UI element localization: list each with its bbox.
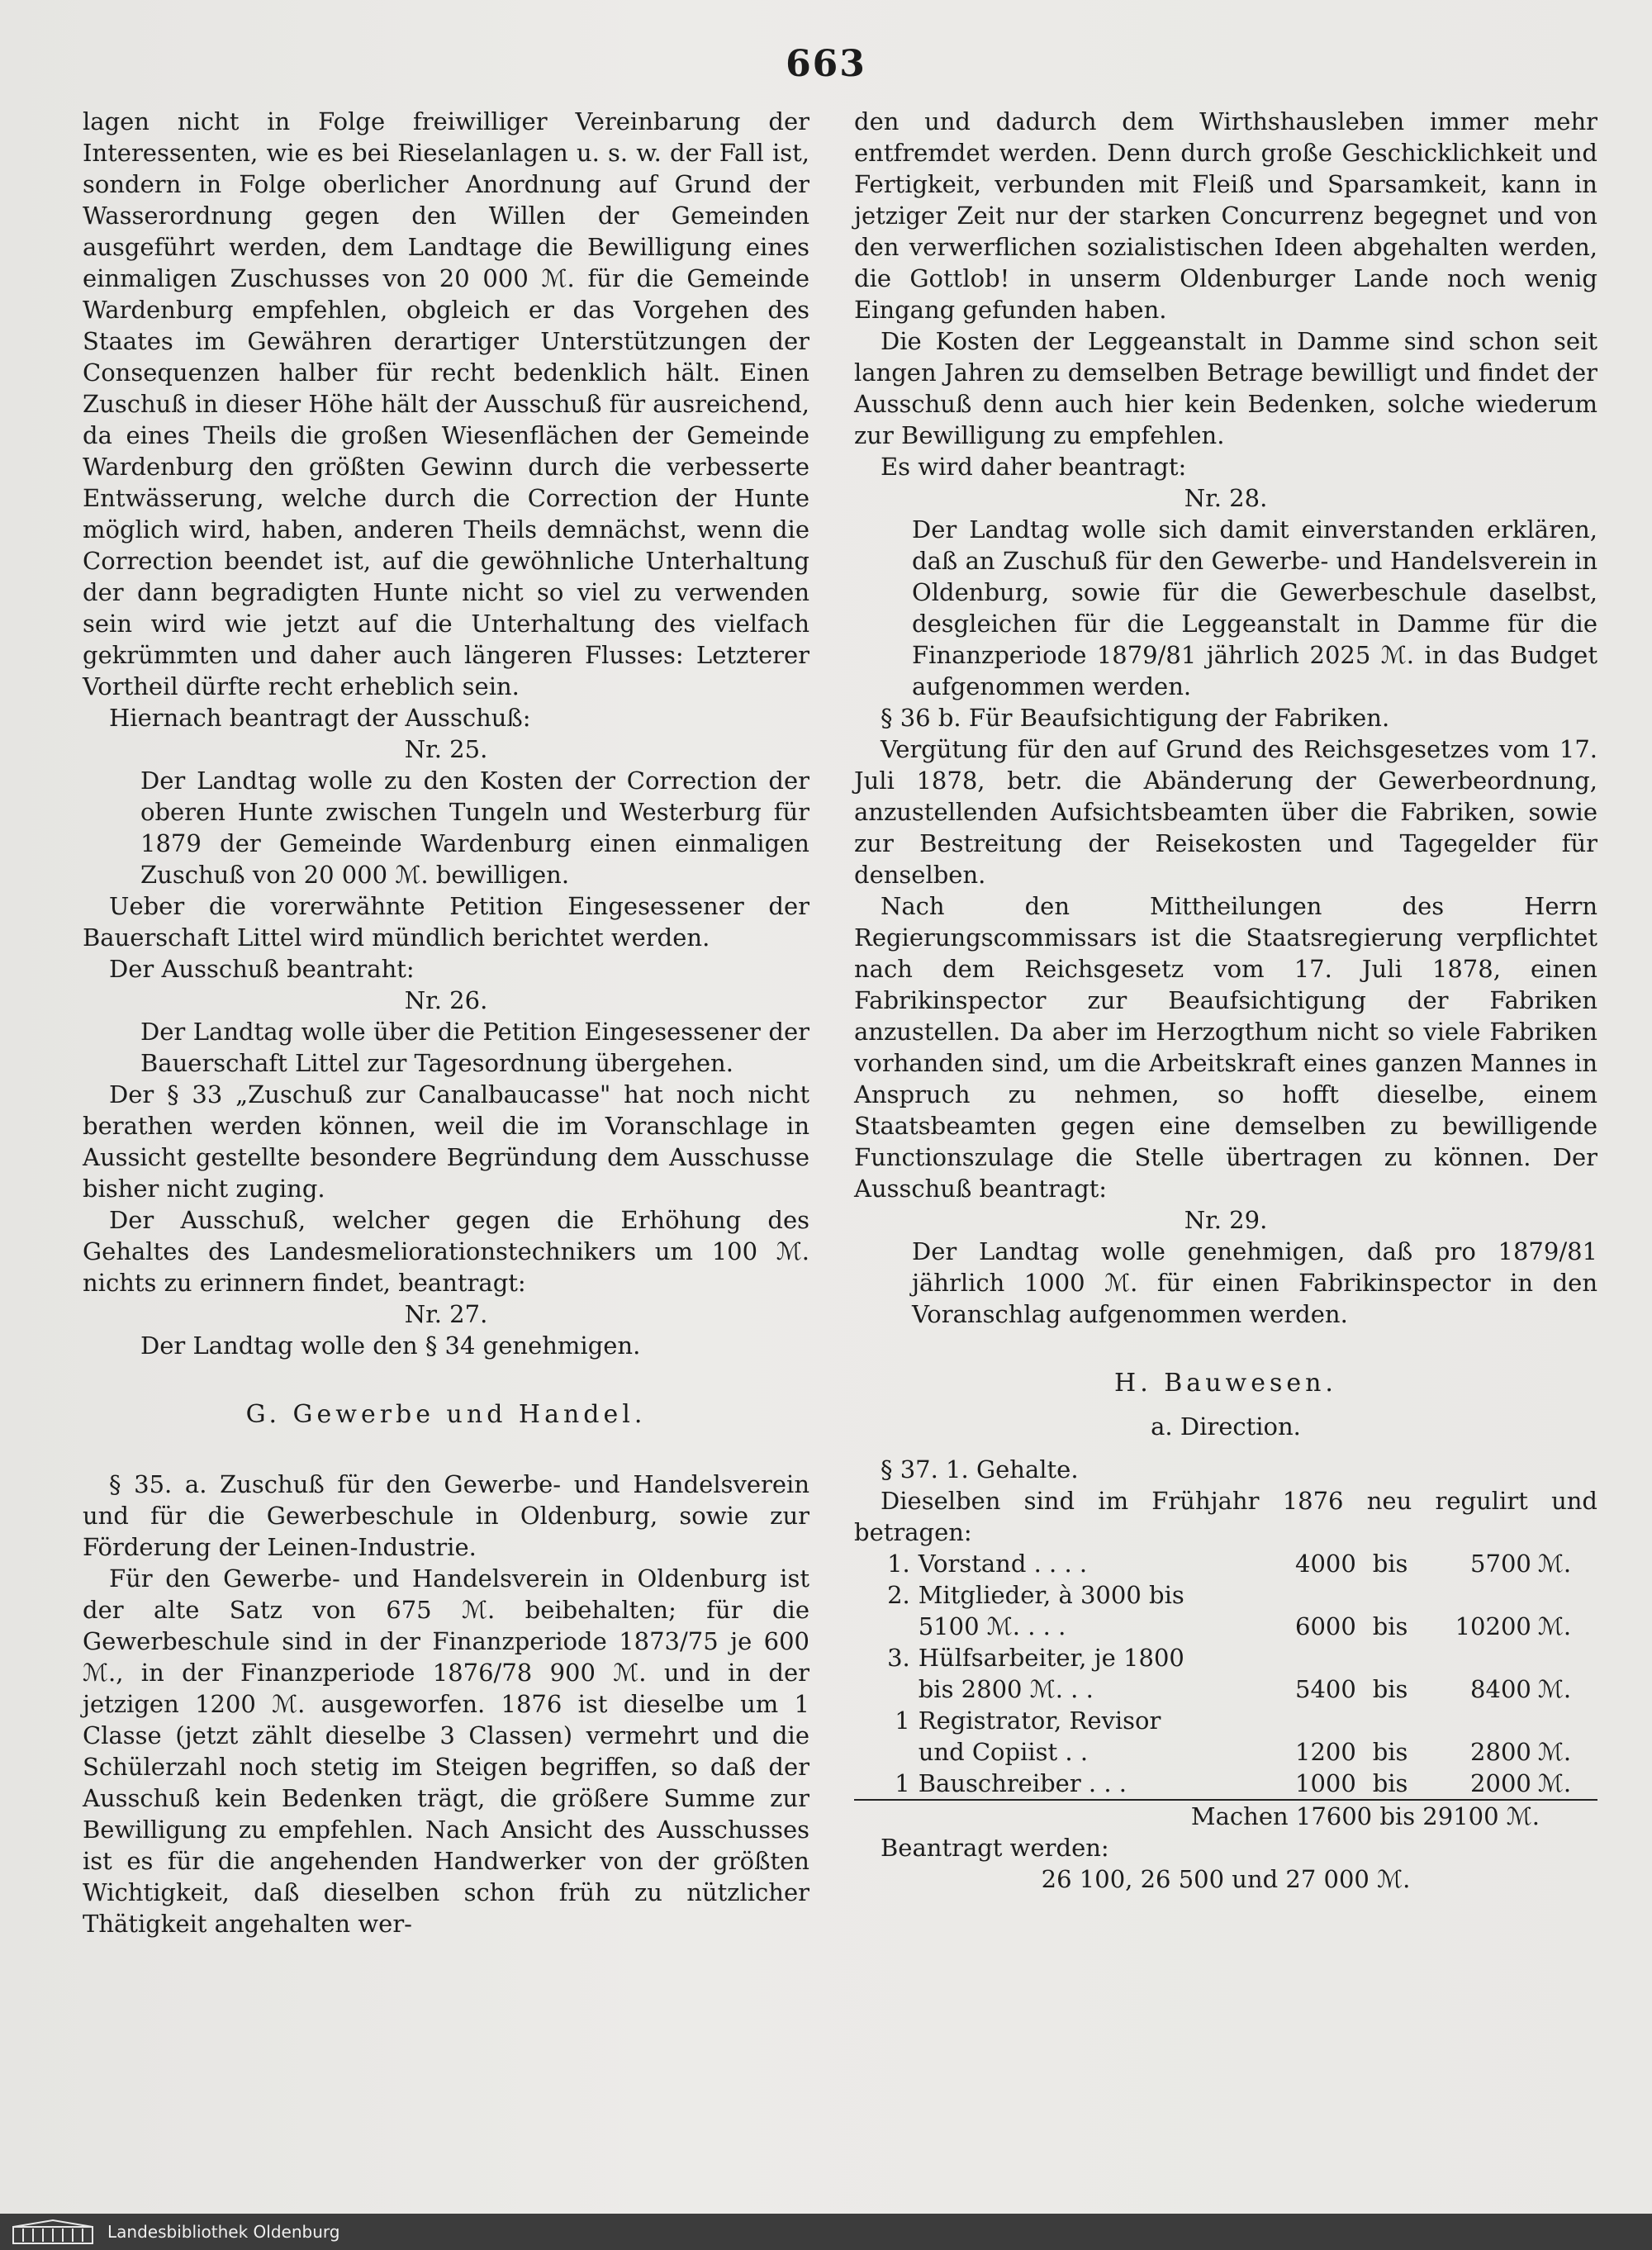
paragraph: Dieselben sind im Frühjahr 1876 neu regulirt und betragen: (854, 1487, 1597, 1546)
currency-unit: ℳ. (1537, 1612, 1572, 1640)
paragraph: Vergütung für den auf Grund des Reichsgesetzes vom 17. Juli 1878, betr. die Abänderung der Gewerbeordnung, anzustellenden Aufsichtsbeamten über die Fabriken, sowie zur Bestreitung der Reisekosten und Tagegelder für denselben. (854, 735, 1597, 889)
paragraph: Ueber die vorerwähnte Petition Eingesessener der Bauerschaft Littel wird mündlich berichtet werden. (83, 892, 809, 952)
currency-unit: ℳ. (1537, 1550, 1572, 1578)
request-label: Beantragt werden: (881, 1834, 1109, 1862)
library-building-icon (12, 2219, 94, 2245)
table-row (854, 1579, 1597, 1611)
amount-to: 10200 (1455, 1612, 1531, 1640)
row-number: 1 (895, 1706, 910, 1735)
right-column (854, 106, 1597, 1895)
range-word (1356, 1705, 1424, 1736)
row-label: Registrator, Revisor (918, 1706, 1161, 1735)
row-label: bis 2800 ℳ. . . (918, 1675, 1094, 1703)
currency-unit: ℳ. (1537, 1738, 1572, 1766)
section-heading: H. Bauwesen. (1114, 1369, 1337, 1398)
library-name: Landesbibliothek Oldenburg (107, 2222, 340, 2242)
motion-text: Der Landtag wolle den § 34 genehmigen. (140, 1331, 641, 1360)
amount-to: 2000 (1424, 1768, 1531, 1800)
range-word: bis (1372, 1675, 1408, 1703)
amount-from: 1200 (1295, 1738, 1356, 1766)
motion-number: Nr. 28. (1184, 484, 1268, 512)
salary-table (854, 1548, 1597, 1801)
motion-number: Nr. 29. (1184, 1206, 1268, 1234)
amount-to (1424, 1705, 1531, 1736)
motion-text: Der Landtag wolle über die Petition Eingesessener der Bauerschaft Littel zur Tagesordnung übergehen. (140, 1018, 809, 1077)
row-number: 1. (887, 1550, 910, 1578)
section-heading: G. Gewerbe und Handel. (245, 1400, 647, 1429)
currency-unit: ℳ. (1537, 1675, 1572, 1703)
paragraph: Der Ausschuß, welcher gegen die Erhöhung des Gehaltes des Landesmeliorationstechnikers um 100 ℳ. nichts zu erinnern findet, beantragt: (83, 1206, 809, 1297)
row-label: Vorstand . . . . (918, 1550, 1088, 1578)
amount-to (1424, 1579, 1531, 1611)
subsection-heading: a. Direction. (1151, 1412, 1301, 1441)
row-label: Hülfsarbeiter, je 1800 (918, 1644, 1184, 1672)
row-label: Bauschreiber . . . (919, 1768, 1250, 1800)
amount-to: 5700 (1470, 1550, 1531, 1578)
motion-text: Der Landtag wolle genehmigen, daß pro 1879/81 jährlich 1000 ℳ. für einen Fabrikinspector in den Voranschlag aufgenommen werden. (912, 1237, 1597, 1328)
range-word (1356, 1642, 1424, 1673)
request-values: 26 100, 26 500 und 27 000 ℳ. (1041, 1865, 1411, 1893)
amount-from: 4000 (1295, 1550, 1356, 1578)
table-row (854, 1768, 1597, 1800)
table-row (854, 1736, 1597, 1768)
motion-text: Der Landtag wolle zu den Kosten der Correction der oberen Hunte zwischen Tungeln und Westerburg für 1879 der Gemeinde Wardenburg einen einmaligen Zuschuß von 20 000 ℳ. bewilligen. (140, 767, 809, 889)
paragraph: Nach den Mittheilungen des Herrn Regierungscommissars ist die Staatsregierung verpflichtet nach dem Reichsgesetz vom 17. Juli 1878, einen Fabrikinspector zur Beaufsichtigung der Fabriken anzustellen. Da aber im Herzogthum nicht so viele Fabriken vorhanden sind, um die Arbeitskraft eines ganzen Mannes in Anspruch zu nehmen, so hofft dieselbe, einem Staatsbeamten gegen eine demselben zu bewilligende Functionszulage die Stelle übertragen zu können. Der Ausschuß beantragt: (854, 892, 1597, 1203)
paragraph: Der § 33 „Zuschuß zur Canalbaucasse" hat noch nicht berathen werden können, weil die im Voranschlage in Aussicht gestellte besondere Begründung dem Ausschusse bisher nicht zuging. (83, 1080, 809, 1203)
table-row (854, 1673, 1597, 1705)
paragraph: lagen nicht in Folge freiwilliger Vereinbarung der Interessenten, wie es bei Rieselanlagen u. s. w. der Fall ist, sondern in Folge oberlicher Anordnung auf Grund der Wasserordnung gegen den Willen der Gemeinden ausgeführt werden, dem Landtage die Bewilligung eines einmaligen Zuschusses von 20 000 ℳ. für die Gemeinde Wardenburg empfehlen, obgleich er das Vorgehen des Staates im Gewähren derartiger Unterstützungen der Consequenzen halber für recht bedenklich hält. Einen Zuschuß in dieser Höhe hält der Ausschuß für ausreichend, da eines Theils die großen Wiesenflächen der Gemeinde Wardenburg den größten Gewinn durch die verbesserte Entwässerung, welche durch die Correction der Hunte möglich wird, haben, anderen Theils demnächst, wenn die Correction beendet ist, auf die gewöhnliche Unterhaltung der dann begradigten Hunte nicht so viel zu verwenden sein wird wie jetzt auf die Unterhaltung des vielfach gekrümmten und daher auch längeren Flusses: Letzterer Vortheil dürfte recht erheblich sein. (83, 107, 809, 700)
amount-from: 1000 (1249, 1768, 1356, 1800)
row-label: und Copiist . . (918, 1738, 1089, 1766)
row-number (854, 1611, 919, 1642)
table-row (854, 1548, 1597, 1579)
currency-unit (1531, 1705, 1597, 1736)
motion-intro: Der Ausschuß beantraht: (109, 955, 415, 983)
salary-total: Machen 17600 bis 29100 ℳ. (1190, 1802, 1540, 1830)
left-column (83, 106, 809, 1939)
motion-intro: Hiernach beantragt der Ausschuß: (109, 704, 531, 732)
row-number: 1 (854, 1768, 919, 1800)
library-footer (0, 2214, 1652, 2250)
table-row (854, 1705, 1597, 1736)
row-number: 2. (887, 1581, 910, 1609)
table-row (854, 1611, 1597, 1642)
range-word: bis (1372, 1738, 1408, 1766)
amount-to: 8400 (1470, 1675, 1531, 1703)
motion-text: Der Landtag wolle sich damit einverstanden erklären, daß an Zuschuß für den Gewerbe- und Handelsverein in Oldenburg, sowie für die Gewerbeschule daselbst, desgleichen für die Leggeanstalt in Damme für die Finanzperiode 1879/81 jährlich 2025 ℳ. in das Budget aufgenommen werden. (912, 515, 1597, 700)
range-word: bis (1356, 1768, 1424, 1800)
amount-from (1249, 1705, 1356, 1736)
currency-unit (1531, 1642, 1597, 1673)
motion-number: Nr. 25. (404, 735, 488, 763)
section-title: § 35. a. Zuschuß für den Gewerbe- und Handelsverein und für die Gewerbeschule in Oldenburg, sowie zur Förderung der Leinen-Industrie. (83, 1470, 809, 1561)
section-title: § 36 b. Für Beaufsichtigung der Fabriken. (881, 704, 1390, 732)
section-title: § 37. 1. Gehalte. (881, 1455, 1079, 1483)
table-row (854, 1642, 1597, 1673)
paragraph: Für den Gewerbe- und Handelsverein in Oldenburg ist der alte Satz von 675 ℳ. beibehalten; für die Gewerbeschule sind in der Finanzperiode 1873/75 je 600 ℳ., in der Finanzperiode 1876/78 900 ℳ. und in der jetzigen 1200 ℳ. ausgeworfen. 1876 ist dieselbe um 1 Classe (jetzt zählt dieselbe 3 Classen) vermehrt und die Schülerzahl noch stetig im Steigen begriffen, so daß der Ausschuß kein Bedenken trägt, die größere Summe zur Bewilligung zu empfehlen. Nach Ansicht des Ausschusses ist es für die angehenden Handwerker von der größten Wichtigkeit, daß dieselben schon früh zu nützlicher Thätigkeit angehalten wer- (83, 1564, 809, 1938)
amount-from: 6000 (1295, 1612, 1356, 1640)
currency-unit: ℳ. (1531, 1768, 1597, 1800)
range-word: bis (1372, 1612, 1408, 1640)
row-number (854, 1673, 919, 1705)
paragraph: den und dadurch dem Wirthshausleben immer mehr entfremdet werden. Denn durch große Geschicklichkeit und Fertigkeit, verbunden mit Fleiß und Sparsamkeit, kann in jetziger Zeit nur der starken Concurrenz begegnet und von den verwerflichen sozialistischen Ideen abgehalten werden, die Gottlob! in unserm Oldenburger Lande noch wenig Eingang gefunden haben. (854, 107, 1597, 324)
range-word (1356, 1579, 1424, 1611)
currency-unit (1531, 1579, 1597, 1611)
motion-number: Nr. 26. (404, 986, 488, 1014)
row-number (854, 1736, 919, 1768)
motion-intro: Es wird daher beantragt: (881, 453, 1187, 481)
motion-number: Nr. 27. (404, 1300, 488, 1328)
paragraph: Die Kosten der Leggeanstalt in Damme sind schon seit langen Jahren zu demselben Betrage bewilligt und findet der Ausschuß denn auch hier kein Bedenken, solche wiederum zur Bewilligung zu empfehlen. (854, 327, 1597, 449)
amount-from: 5400 (1295, 1675, 1356, 1703)
amount-to (1424, 1642, 1531, 1673)
amount-to: 2800 (1470, 1738, 1531, 1766)
amount-from (1249, 1642, 1356, 1673)
page-number: 663 (786, 43, 866, 85)
row-label: 5100 ℳ. . . . (918, 1612, 1066, 1640)
range-word: bis (1372, 1550, 1408, 1578)
row-label: Mitglieder, à 3000 bis (918, 1581, 1184, 1609)
row-number: 3. (887, 1644, 910, 1672)
amount-from (1249, 1579, 1356, 1611)
